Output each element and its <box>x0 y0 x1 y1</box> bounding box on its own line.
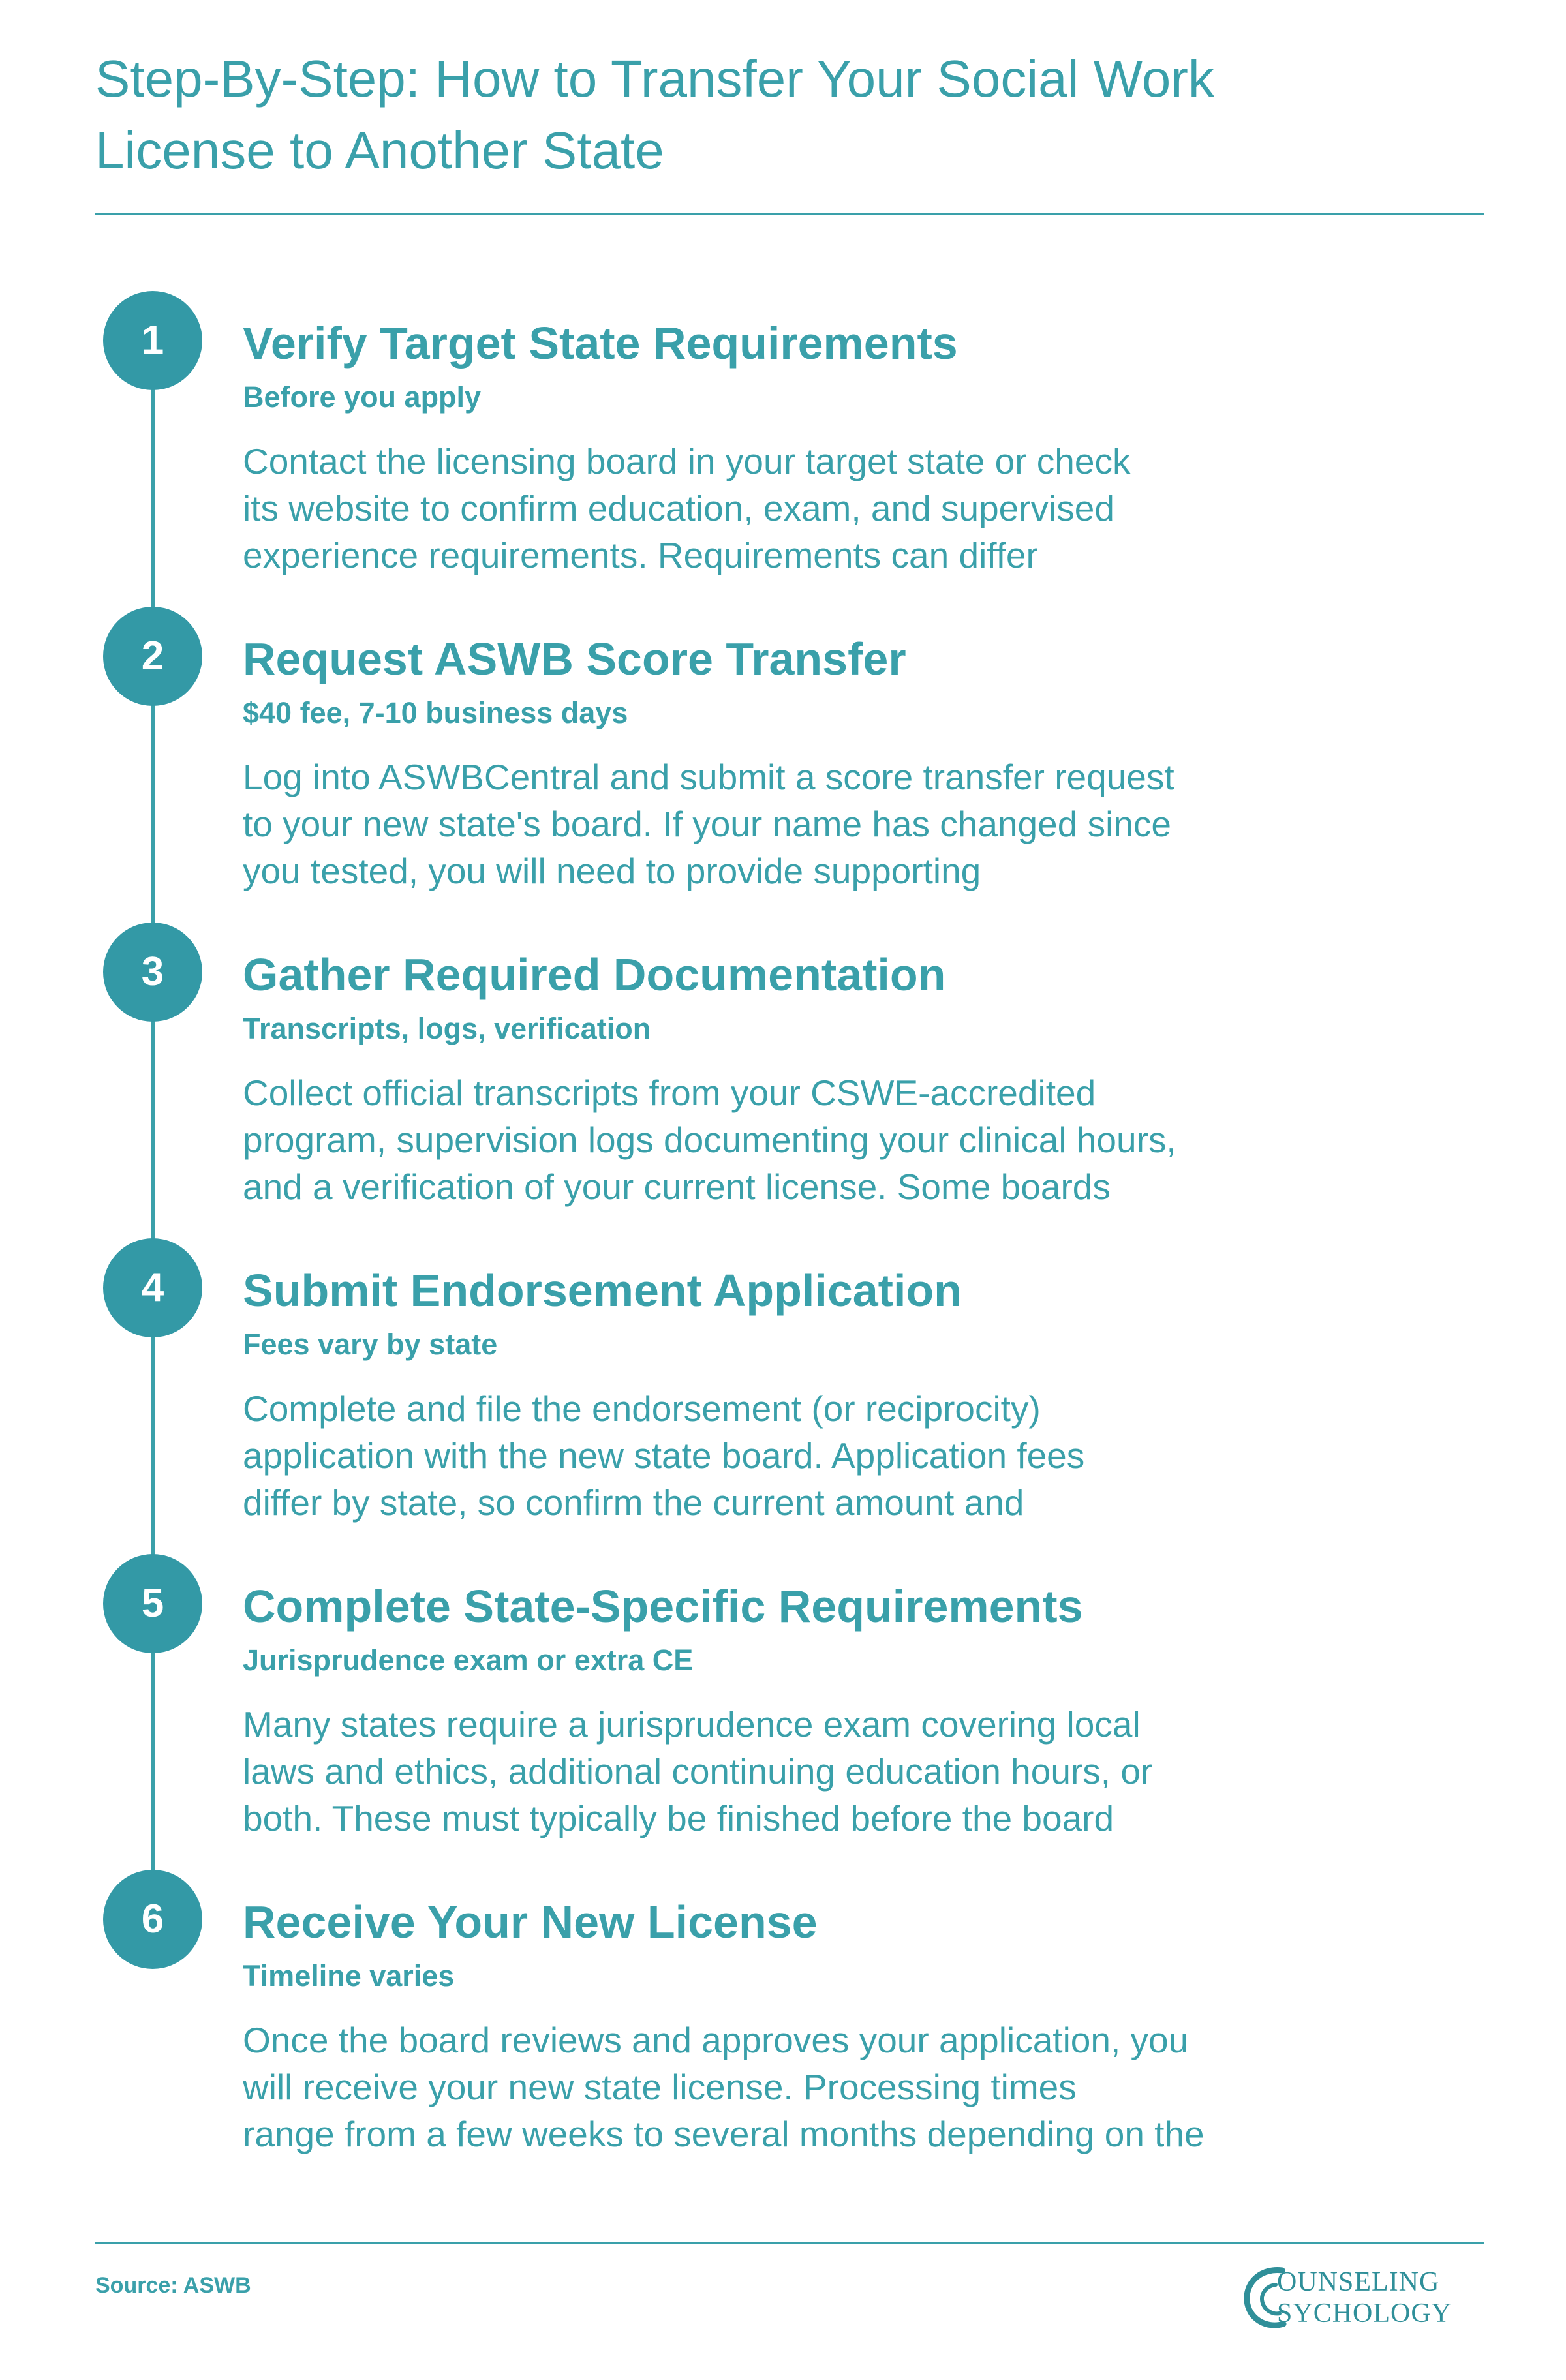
step-description-line: Contact the licensing board in your target state or check <box>243 441 1131 481</box>
step-description-line: Collect official transcripts from your CSWE-accredited <box>243 1073 1096 1113</box>
step-description-line: range from a few weeks to several months depending on the <box>243 2114 1205 2154</box>
step-description-line: laws and ethics, additional continuing education hours, or <box>243 1751 1153 1792</box>
step-description-line: and a verification of your current license. Some boards <box>243 1167 1111 1207</box>
step-title: Gather Required Documentation <box>243 949 946 1000</box>
step-title: Submit Endorsement Application <box>243 1265 962 1316</box>
step-4 <box>0 1238 1566 1523</box>
step-description-line: application with the new state board. Application fees <box>243 1435 1085 1476</box>
step-number-badge: 4 <box>103 1238 202 1337</box>
logo-text-psychology: SYCHOLOGY <box>1277 2298 1452 2328</box>
step-description-line: program, supervision logs documenting your clinical hours, <box>243 1120 1176 1160</box>
page-title-line-2: License to Another State <box>95 121 664 179</box>
step-number-badge: 2 <box>103 607 202 706</box>
step-title: Request ASWB Score Transfer <box>243 633 906 684</box>
step-3 <box>0 923 1566 1207</box>
step-description-line: differ by state, so confirm the current amount and <box>243 1482 1024 1523</box>
step-subtitle: Transcripts, logs, verification <box>243 1012 651 1045</box>
step-description-line: experience requirements. Requirements can differ <box>243 535 1038 575</box>
step-title: Verify Target State Requirements <box>243 318 958 369</box>
step-description-line: will receive your new state license. Processing times <box>243 2067 1077 2107</box>
step-description-line: Log into ASWBCentral and submit a score transfer request <box>243 757 1174 797</box>
step-description <box>243 438 1287 579</box>
step-description-line: its website to confirm education, exam, and supervised <box>243 488 1114 528</box>
step-description <box>243 1701 1287 1842</box>
step-6 <box>0 1870 1566 2154</box>
step-subtitle: Timeline varies <box>243 1959 455 1992</box>
step-description-line: you tested, you will need to provide supporting <box>243 851 981 891</box>
counseling-psychology-logo <box>1236 2261 1484 2340</box>
step-number-badge: 1 <box>103 291 202 390</box>
step-2 <box>0 607 1566 891</box>
step-1 <box>0 291 1566 575</box>
step-number-badge: 6 <box>103 1870 202 1969</box>
step-title: Complete State-Specific Requirements <box>243 1581 1083 1632</box>
step-number-badge: 5 <box>103 1554 202 1653</box>
step-description <box>243 1385 1287 1526</box>
step-description-line: Once the board reviews and approves your application, you <box>243 2020 1189 2060</box>
step-description-line: both. These must typically be finished before the board <box>243 1798 1114 1838</box>
page-title-line-1: Step-By-Step: How to Transfer Your Social Work <box>95 50 1214 108</box>
step-subtitle: $40 fee, 7-10 business days <box>243 696 628 729</box>
top-divider <box>95 213 1484 215</box>
step-description <box>243 754 1287 894</box>
step-number-badge: 3 <box>103 923 202 1022</box>
step-subtitle: Before you apply <box>243 380 482 414</box>
source-label: Source: ASWB <box>95 2273 251 2298</box>
step-description <box>243 2017 1287 2158</box>
page-title <box>95 43 1335 187</box>
step-description-line: Many states require a jurisprudence exam covering local <box>243 1704 1141 1745</box>
step-subtitle: Jurisprudence exam or extra CE <box>243 1643 694 1677</box>
logo-text-counseling: OUNSELING <box>1277 2267 1440 2297</box>
step-5 <box>0 1554 1566 1838</box>
step-description <box>243 1069 1287 1210</box>
step-title: Receive Your New License <box>243 1897 818 1947</box>
step-description-line: to your new state's board. If your name has changed since <box>243 804 1171 844</box>
bottom-divider <box>95 2242 1484 2244</box>
step-description-line: Complete and file the endorsement (or reciprocity) <box>243 1388 1041 1429</box>
step-subtitle: Fees vary by state <box>243 1328 498 1361</box>
